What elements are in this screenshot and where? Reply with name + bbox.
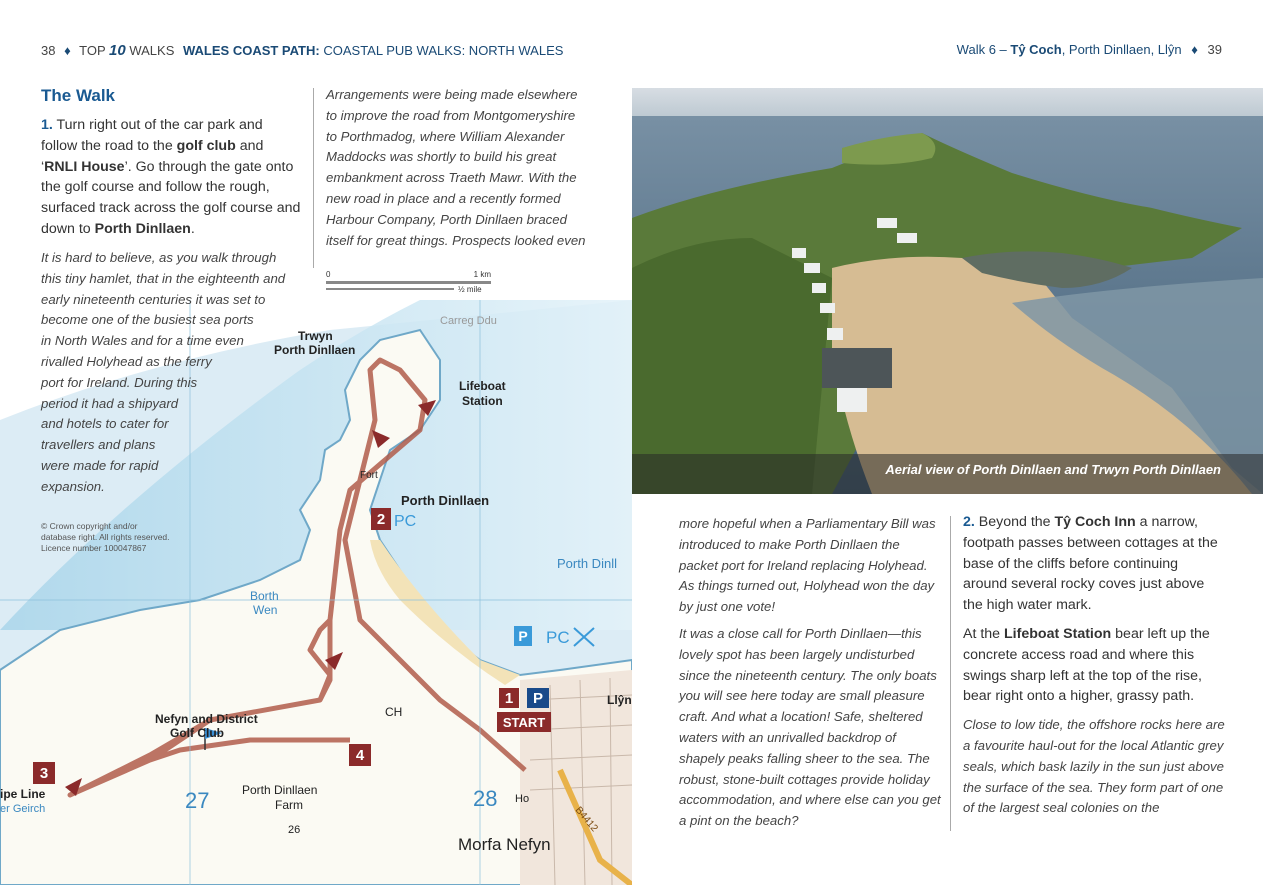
map-label-lifeboat-2: Station [462, 394, 503, 408]
header-walks: WALKS [129, 43, 175, 58]
step-2-part: a narrow, footpath passes between cottages at the base of the cliffs before continuing around several rocky coves just above the high water mark. [963, 514, 1218, 614]
page-number-left: 38 [41, 43, 56, 58]
history-line: early nineteenth centuries it was set to [41, 291, 266, 307]
scale-mile: ½ mile [458, 285, 482, 294]
map-label-golf-2: Golf Club [170, 726, 224, 740]
copyright-line: Licence number 100047867 [41, 543, 147, 553]
map-label-llyn: Llŷn [607, 693, 632, 707]
step-1-part: and ‘ [41, 137, 264, 175]
parking-label: P [532, 690, 544, 707]
map-label-borth-1: Borth [250, 589, 279, 603]
step-2-ty-coch-inn: Tŷ Coch Inn [1054, 514, 1136, 530]
marker-4 [349, 744, 371, 766]
history-paragraph-2: It was a close call for Porth Dinllaen—this lovely spot has been largely undisturbed since the nineteenth century. The only boats you will see here today are small pleasure craft. And what a location! Safe, sheltered waters with an unrivalled backdrop of shapely peaks falling sheer to the sea. The robust, stone-built cottages provide holiday accommodation, and where else can you get a pint on the beach? [679, 625, 941, 829]
seal-text: Close to low tide, the offshore rocks here are a favourite haul-out for the local Atlantic grey seals, which bask lazily in the sun just above the surface of the sea. They form part of one of the largest seal colonies on the [963, 717, 1225, 816]
history-line: rivalled Holyhead as the ferry [41, 353, 212, 369]
map-label-morfa: Morfa Nefyn [458, 835, 551, 854]
step-1-porth-dinllaen: Porth Dinllaen [94, 220, 191, 237]
history-line: and hotels to cater for [41, 416, 169, 432]
header-subtitle: COASTAL PUB WALKS: NORTH WALES [323, 43, 564, 58]
map-label-geirch: er Geirch [0, 803, 46, 815]
map-label-porth-dinll-sea: Porth Dinll [557, 556, 617, 571]
step-2b-lifeboat-station: Lifeboat Station [1004, 625, 1112, 642]
map-label-lifeboat-1: Lifeboat [459, 379, 506, 393]
map-label-26: 26 [288, 824, 301, 836]
walk-name: Tŷ Coch [1010, 42, 1062, 57]
map-label-carreg: Carreg Ddu [440, 315, 497, 327]
map-label-farm-2: Farm [275, 798, 303, 812]
history-line: travellers and plans [41, 437, 156, 453]
page-number-right: 39 [1207, 42, 1222, 57]
header-series-title: WALES COAST PATH: [182, 43, 320, 58]
history-line: port for Ireland. During this [41, 374, 198, 390]
start-marker [497, 712, 551, 732]
marker-1-label: 1 [504, 690, 514, 707]
map-label-golf-1: Nefyn and District [155, 712, 258, 726]
history-text-left [41, 248, 306, 498]
history-line: expansion. [41, 478, 105, 494]
step-2-part: Beyond the [974, 514, 1055, 530]
map-label-fort: Fort [360, 470, 378, 481]
pc-label: PC [546, 628, 570, 647]
map-label-pc-small: PC [394, 513, 417, 530]
history-line: become one of the busiest sea ports [41, 312, 254, 328]
map-label-28: 28 [473, 786, 498, 811]
sky [632, 88, 1263, 118]
parking-marker [527, 688, 549, 708]
copyright-line: © Crown copyright and/or [41, 521, 138, 531]
aerial-photo [632, 88, 1263, 494]
map-label-trwyn-1: Trwyn [298, 329, 333, 343]
map-label-pipe: ipe Line [0, 787, 46, 801]
step-1-part: Turn right out of the car park and follow the road to the [41, 117, 263, 154]
map-label-road: B4412 [572, 804, 600, 835]
header-separator: ♦ [64, 43, 71, 58]
history-text-mid-top: Arrangements were being made elsewhere to improve the road from Montgomeryshire to Porthmadog, where William Alexander Maddocks was shortly to build his great embankment across Traeth Mawr. With the new road in place and a recently formed Harbour Company, Porth Dinllaen braced itself for great things. Prospects looked even [326, 87, 586, 248]
step-1-rnli-house: RNLI House [44, 158, 125, 175]
step-1-golf-club: golf club [176, 137, 236, 154]
photo-caption-bar [632, 454, 1263, 494]
scale-line-mile [326, 288, 454, 290]
scale-bar [326, 270, 491, 296]
map-label-ho: Ho [515, 793, 530, 805]
step-1-number: 1. [41, 117, 53, 133]
parking-label-2: P [518, 628, 528, 644]
step-2-number: 2. [963, 514, 975, 530]
column-rule-right [950, 516, 951, 831]
marker-3-label: 3 [39, 765, 49, 782]
walk-location: , Porth Dinllaen, Llŷn [1061, 42, 1182, 57]
step-1-part: . [190, 220, 195, 237]
map-label-borth-2: Wen [253, 603, 278, 617]
walk-label: Walk 6 – [956, 42, 1007, 57]
map-label-27: 27 [185, 788, 210, 813]
step-1-text [41, 115, 301, 240]
photo-caption: Aerial view of Porth Dinllaen and Trwyn Porth Dinllaen [885, 462, 1221, 477]
history-line: It is hard to believe, as you walk through [41, 250, 277, 265]
header-ten-logo: 10 [109, 42, 126, 59]
marker-1 [499, 688, 519, 708]
steps-right-column [963, 512, 1225, 819]
step-2b-text [963, 624, 1225, 707]
history-line: were made for rapid [41, 457, 159, 473]
marker-3 [33, 762, 55, 784]
header-separator-right: ♦ [1191, 42, 1198, 57]
map-label-ch: CH [385, 705, 403, 719]
header-top: TOP [79, 43, 106, 58]
marker-4-label: 4 [355, 747, 365, 764]
step-2b-part: At the [963, 625, 1005, 642]
scale-zero: 0 [326, 270, 331, 279]
history-line: this tiny hamlet, that in the eighteenth and [41, 270, 286, 286]
page-header-right [957, 42, 1222, 57]
history-line: in North Wales and for a time even [41, 333, 244, 349]
history-text-mid-bottom [679, 514, 941, 832]
map-label-porth-dinllaen: Porth Dinllaen [401, 493, 490, 508]
copyright-line: database right. All rights reserved. [41, 532, 170, 542]
step-2b-part: bear left up the concrete access road and where this swings sharp left at the top of the rise, bear right onto a higher, grassy path. [963, 625, 1210, 705]
page-header-left [41, 42, 563, 59]
map-label-trwyn-2: Porth Dinllaen [274, 343, 356, 357]
start-label: START [502, 715, 546, 730]
step-2-text [963, 512, 1225, 616]
marker-2-label: 2 [376, 511, 386, 528]
history-line: period it had a shipyard [41, 395, 179, 411]
scale-line-km [326, 281, 491, 284]
step-1-part: ’. Go through the gate onto the golf course and follow the rough, surfaced track across the golf course and down to [41, 158, 301, 237]
inn-building [822, 348, 892, 388]
marker-2 [371, 508, 391, 530]
copyright-notice [41, 521, 170, 554]
column-rule-left [313, 88, 314, 268]
history-paragraph-1: more hopeful when a Parliamentary Bill was introduced to make Porth Dinllaen the packet port for Ireland replacing Holyhead. As things turned out, Holyhead won the day by just one vote! [679, 516, 936, 615]
section-title: The Walk [41, 86, 115, 105]
map-label-farm-1: Porth Dinllaen [242, 783, 318, 797]
scale-km: 1 km [473, 270, 491, 279]
